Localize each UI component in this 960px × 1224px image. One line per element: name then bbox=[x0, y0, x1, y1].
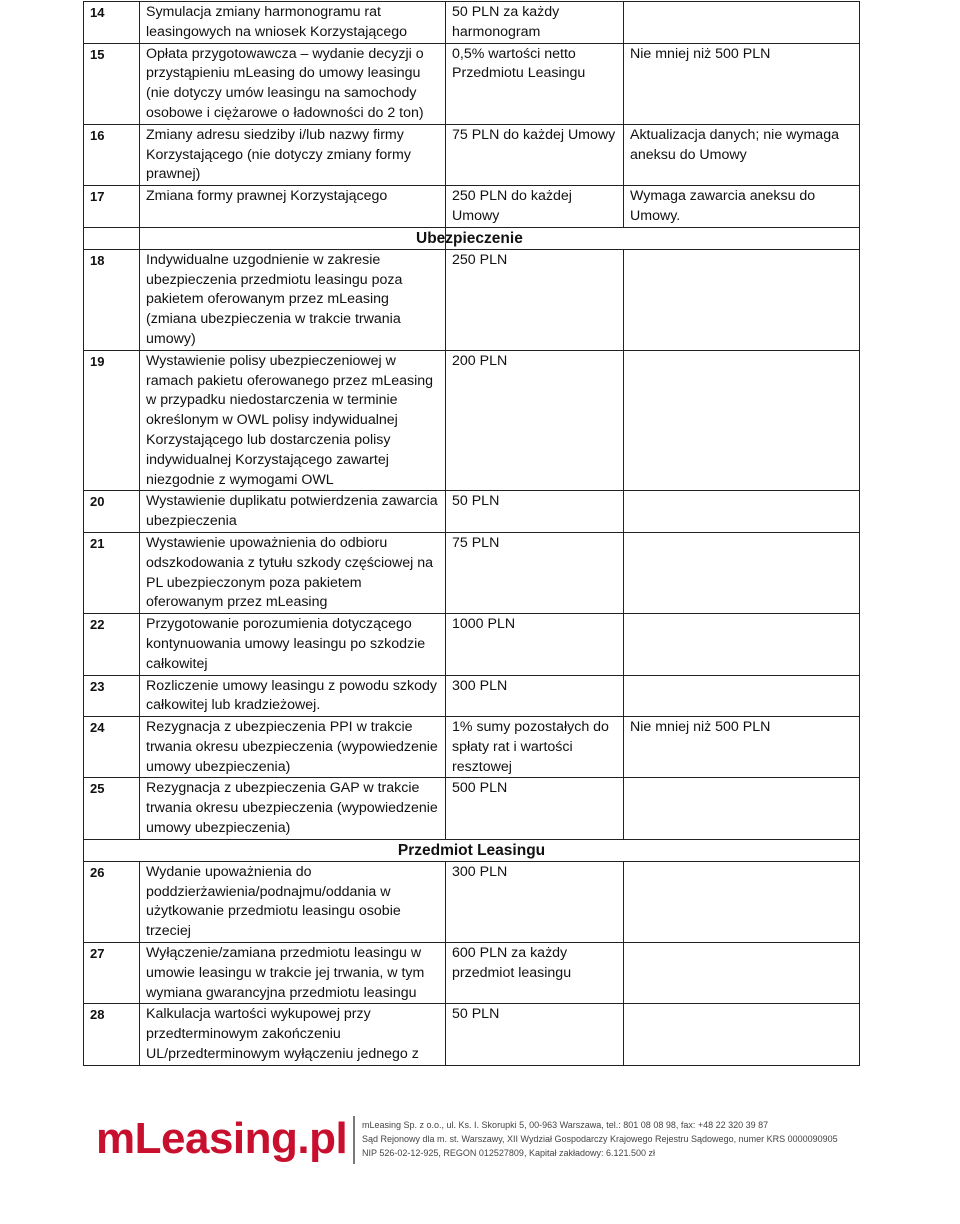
row-number: 22 bbox=[84, 614, 140, 675]
company-tax-ids: NIP 526-02-12-925, REGON 012527809, Kapitał zakładowy: 6.121.500 zł bbox=[362, 1148, 656, 1158]
fee-amount: 600 PLN za każdy przedmiot leasingu bbox=[446, 943, 624, 1004]
table-row bbox=[84, 350, 860, 491]
fee-description: Rezygnacja z ubezpieczenia PPI w trakcie trwania okresu ubezpieczenia (wypowiedzenie umowy ubezpieczenia) bbox=[140, 717, 446, 778]
fee-amount: 1000 PLN bbox=[446, 614, 624, 675]
table-row bbox=[84, 491, 860, 533]
fee-amount: 50 PLN bbox=[446, 1004, 624, 1065]
table-row bbox=[84, 943, 860, 1004]
row-number: 26 bbox=[84, 861, 140, 942]
page-footer bbox=[0, 1110, 960, 1180]
table-section-general bbox=[84, 2, 860, 228]
table-section-subject-header bbox=[84, 839, 860, 861]
section-title-subject-text: Przedmiot Leasingu bbox=[397, 841, 546, 859]
row-number: 19 bbox=[84, 350, 140, 491]
fee-note bbox=[624, 943, 860, 1004]
fee-description: Zmiany adresu siedziby i/lub nazwy firmy Korzystającego (nie dotyczy zmiany formy prawnej) bbox=[140, 124, 446, 185]
fee-description: Symulacja zmiany harmonogramu rat leasingowych na wniosek Korzystającego bbox=[140, 2, 446, 44]
fee-amount: 200 PLN bbox=[446, 350, 624, 491]
fee-amount: 500 PLN bbox=[446, 778, 624, 839]
table-row bbox=[84, 124, 860, 185]
company-address: mLeasing Sp. z o.o., ul. Ks. I. Skorupki 5, 00-963 Warszawa, tel.: 801 08 08 98, fax: +48 22 320 39 87 bbox=[362, 1120, 769, 1130]
company-registry: Sąd Rejonowy dla m. st. Warszawy, XII Wydział Gospodarczy Krajowego Rejestru Sądowego, numer KRS 0000090905 bbox=[362, 1134, 838, 1144]
row-number: 16 bbox=[84, 124, 140, 185]
row-number: 15 bbox=[84, 43, 140, 124]
footer-divider bbox=[353, 1116, 355, 1164]
fee-amount: 50 PLN bbox=[446, 491, 624, 533]
fee-description: Wystawienie polisy ubezpieczeniowej w ramach pakietu oferowanego przez mLeasing w przypadku niedostarczenia w terminie określonym w OWL polisy indywidualnej Korzystającego lub dostarczenia polisy indywidualnej Korzystającego zawartej niezgodnie z wymogami OWL bbox=[140, 350, 446, 491]
fee-amount: 250 PLN do każdej Umowy bbox=[446, 186, 624, 228]
fee-note: Nie mniej niż 500 PLN bbox=[624, 717, 860, 778]
row-number: 14 bbox=[84, 2, 140, 44]
company-info bbox=[362, 1118, 838, 1160]
fee-description: Wystawienie duplikatu potwierdzenia zawarcia ubezpieczenia bbox=[140, 491, 446, 533]
fee-amount: 250 PLN bbox=[446, 249, 624, 350]
fee-table-page bbox=[83, 1, 859, 1066]
fee-note bbox=[624, 861, 860, 942]
fee-note bbox=[624, 778, 860, 839]
table-row bbox=[84, 1004, 860, 1065]
table-row bbox=[84, 186, 860, 228]
section-title-subject bbox=[84, 839, 860, 861]
table-row bbox=[84, 532, 860, 613]
fee-note: Wymaga zawarcia aneksu do Umowy. bbox=[624, 186, 860, 228]
fee-note bbox=[624, 491, 860, 533]
fee-description: Zmiana formy prawnej Korzystającego bbox=[140, 186, 446, 228]
fee-note bbox=[624, 2, 860, 44]
table-row bbox=[84, 778, 860, 839]
fee-amount: 75 PLN do każdej Umowy bbox=[446, 124, 624, 185]
row-number: 20 bbox=[84, 491, 140, 533]
table-row bbox=[84, 614, 860, 675]
section-title-insurance-text: Ubezpieczenie bbox=[416, 229, 523, 247]
fee-note bbox=[624, 532, 860, 613]
row-number: 23 bbox=[84, 675, 140, 717]
table-section-insurance-header bbox=[84, 227, 860, 249]
table-section-insurance bbox=[84, 249, 860, 839]
table-row bbox=[84, 249, 860, 350]
row-number: 18 bbox=[84, 249, 140, 350]
fee-note bbox=[624, 614, 860, 675]
fee-description: Wydanie upoważnienia do poddzierżawienia/podnajmu/oddania w użytkowanie przedmiotu leasingu osobie trzeciej bbox=[140, 861, 446, 942]
fee-note: Nie mniej niż 500 PLN bbox=[624, 43, 860, 124]
table-row bbox=[84, 2, 860, 44]
fee-table bbox=[83, 1, 860, 1066]
table-row bbox=[84, 861, 860, 942]
row-number: 25 bbox=[84, 778, 140, 839]
row-number: 21 bbox=[84, 532, 140, 613]
row-number: 27 bbox=[84, 943, 140, 1004]
fee-description: Rezygnacja z ubezpieczenia GAP w trakcie trwania okresu ubezpieczenia (wypowiedzenie umowy ubezpieczenia) bbox=[140, 778, 446, 839]
table-row bbox=[84, 717, 860, 778]
table-section-subject bbox=[84, 861, 860, 1065]
fee-amount: 50 PLN za każdy harmonogram bbox=[446, 2, 624, 44]
fee-description: Kalkulacja wartości wykupowej przy przedterminowym zakończeniu UL/przedterminowym wyłączeniu jednego z bbox=[140, 1004, 446, 1065]
fee-note bbox=[624, 675, 860, 717]
fee-description: Wystawienie upoważnienia do odbioru odszkodowania z tytułu szkody częściowej na PL ubezpieczonym poza pakietem oferowanym przez mLeasing bbox=[140, 532, 446, 613]
fee-description: Rozliczenie umowy leasingu z powodu szkody całkowitej lub kradzieżowej. bbox=[140, 675, 446, 717]
row-number: 28 bbox=[84, 1004, 140, 1065]
fee-amount: 0,5% wartości netto Przedmiotu Leasingu bbox=[446, 43, 624, 124]
fee-description: Opłata przygotowawcza – wydanie decyzji o przystąpieniu mLeasing do umowy leasingu (nie dotyczy umów leasingu na samochody osobowe i ciężarowe o ładowności do 2 ton) bbox=[140, 43, 446, 124]
fee-amount: 1% sumy pozostałych do spłaty rat i wartości resztowej bbox=[446, 717, 624, 778]
mleasing-logo: mLeasing.pl bbox=[96, 1114, 348, 1163]
fee-description: Wyłączenie/zamiana przedmiotu leasingu w umowie leasingu w trakcie jej trwania, w tym wymiana gwarancyjna przedmiotu leasingu bbox=[140, 943, 446, 1004]
fee-amount: 300 PLN bbox=[446, 861, 624, 942]
fee-note bbox=[624, 1004, 860, 1065]
fee-description: Przygotowanie porozumienia dotyczącego kontynuowania umowy leasingu po szkodzie całkowitej bbox=[140, 614, 446, 675]
table-row bbox=[84, 675, 860, 717]
fee-amount: 75 PLN bbox=[446, 532, 624, 613]
fee-note: Aktualizacja danych; nie wymaga aneksu do Umowy bbox=[624, 124, 860, 185]
table-row bbox=[84, 43, 860, 124]
fee-note bbox=[624, 350, 860, 491]
section-title-insurance bbox=[416, 227, 860, 249]
row-number: 24 bbox=[84, 717, 140, 778]
fee-amount: 300 PLN bbox=[446, 675, 624, 717]
fee-description: Indywidualne uzgodnienie w zakresie ubezpieczenia przedmiotu leasingu poza pakietem oferowanym przez mLeasing (zmiana ubezpieczenia w trakcie trwania umowy) bbox=[140, 249, 446, 350]
row-number: 17 bbox=[84, 186, 140, 228]
fee-note bbox=[624, 249, 860, 350]
